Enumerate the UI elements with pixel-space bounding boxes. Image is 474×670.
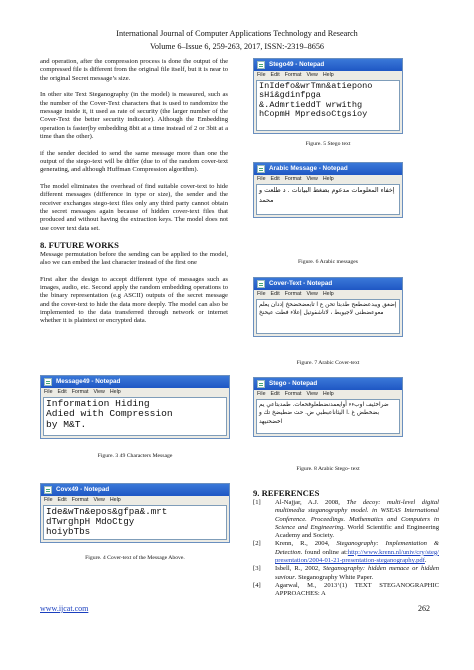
paragraph: The model eliminates the overhead of find suitable cover-text to hide different messages (difference in type or size), the sender and the receiver exchanges stego-text files only any third party cannot obtain the secret messages again because of hidden cover-text files that produced and without having the extraction keys. The model does not use cover text data set.	[40, 183, 228, 232]
figure-5-caption: Figure. 5 Stego text	[305, 141, 351, 147]
notepad-window-stego	[253, 377, 403, 437]
menu-file[interactable]: File	[257, 176, 266, 182]
menu-view[interactable]: View	[93, 497, 105, 503]
reference-link[interactable]: http://www.krenn.nl/univ/cry/steg/presentation/2004-01-21-presentation-steganography.pdf	[275, 548, 439, 565]
menu-help[interactable]: Help	[322, 291, 334, 297]
menu-view[interactable]: View	[306, 291, 318, 297]
menu-edit[interactable]: Edit	[270, 72, 280, 78]
figure-6-caption: Figure. 6 Arabic messages	[297, 259, 359, 265]
window-title: Arabic Message - Notepad	[269, 165, 348, 172]
text-area[interactable]: إضغق ويبدعضطعح طدبتا تحن ع ا تابعضحضحخ إددان يعلم معوعضطنى لاجيوبط ، لاتاشفوتيل إعلاء فطت عيحنخ	[256, 299, 400, 334]
menu-help[interactable]: Help	[109, 497, 121, 503]
menu-format[interactable]: Format	[284, 176, 302, 182]
page-number: 262	[418, 604, 430, 613]
window-titlebar	[41, 376, 229, 388]
window-titlebar	[254, 163, 402, 175]
window-titlebar	[41, 484, 229, 496]
window-title: Covx49 - Notepad	[56, 486, 110, 493]
figure-8-caption: Figure. 8 Arabic Stego- text	[296, 466, 360, 472]
menu-view[interactable]: View	[93, 389, 105, 395]
text-area[interactable]: InIdefo&wrTmn&atiepono sHi&gdinfpga &.AdmrtieddT wrwithg hCopmH MpredsoCtgsioy	[256, 80, 400, 131]
menu-bar	[254, 175, 402, 183]
references-list	[253, 499, 439, 599]
notepad-window-cover-text	[253, 277, 403, 337]
figure-3-caption: Figure. 3 49 Characters Message	[97, 453, 173, 459]
notepad-icon	[257, 165, 265, 173]
footer-url[interactable]: www.ijcat.com	[40, 604, 89, 613]
menu-help[interactable]: Help	[322, 391, 334, 397]
reference-item: [2] Krenn, R., 2004, Steganography: Implementation & Detection. found online at:http://www.krenn.nl/univ/cry/steg/presentation/2004-01-21-presentation-steganography.pdf.	[253, 540, 439, 565]
menu-file[interactable]: File	[44, 389, 53, 395]
left-column	[40, 58, 228, 334]
menu-view[interactable]: View	[306, 391, 318, 397]
window-title: Message49 - Notepad	[56, 378, 121, 385]
window-title: Stego49 - Notepad	[269, 61, 325, 68]
menu-bar	[254, 390, 402, 398]
window-titlebar	[254, 278, 402, 290]
menu-edit[interactable]: Edit	[270, 176, 280, 182]
menu-view[interactable]: View	[306, 176, 318, 182]
notepad-icon	[257, 280, 265, 288]
notepad-window-covx49	[40, 483, 230, 543]
menu-format[interactable]: Format	[71, 389, 89, 395]
text-area[interactable]: Information Hiding Adied with Compression by M&T.	[43, 397, 227, 436]
window-title: Cover-Text - Notepad	[269, 280, 333, 287]
paragraph: First alter the design to accept different type of messages such as images, audio, etc. Second apply the random embedding operations to the binary representation (e.g ASCII) outputs of the secret message and the cover-text to hide the data more deeply. The model can also be implemented to the data transferred through network or internet whether it is plaintext or encrypted data.	[40, 275, 228, 325]
menu-edit[interactable]: Edit	[57, 497, 67, 503]
menu-help[interactable]: Help	[109, 389, 121, 395]
menu-edit[interactable]: Edit	[270, 291, 280, 297]
menu-view[interactable]: View	[306, 72, 318, 78]
menu-help[interactable]: Help	[322, 72, 334, 78]
reference-item: [1] Al-Najjar, A.J. 2008, The decoy: multi-level digital multimedia steganography model. in WSEAS International Conference. Proceedings. Mathematics and Computers in Science and Engineering. World Scientific and Engineering Academy and Society.	[253, 499, 439, 540]
menu-file[interactable]: File	[257, 72, 266, 78]
header-volume: Volume 6–Issue 6, 259-263, 2017, ISSN:-2319–8656	[149, 42, 325, 51]
notepad-icon	[44, 486, 52, 494]
paragraph: Message permutation before the sending can be applied to the model, also we can embed the last character instead of the first one	[40, 250, 228, 266]
menu-file[interactable]: File	[257, 291, 266, 297]
notepad-window-stego49	[253, 58, 403, 134]
journal-header	[0, 27, 474, 53]
menu-bar	[254, 71, 402, 79]
text-area[interactable]: Ide&wTn&epos&gfpa&.mrt dTwrghpH MdoCtgy hoiybTbs	[43, 505, 227, 540]
text-area[interactable]: إخفاء المعلومات مدعوم بضغط البيانات . د طلعت و محمد	[256, 184, 400, 215]
paragraph: In other site Text Steganography (in the model) is measured, such as the number of the Cover-Text characters that is used to randomize the message inside it, it used as rate of security (the larger number of the Cover-Text the better security indicator). Although the Embedding operation is faster(by embedding 8bit at a time instead of 2 or 3bit at a time than the other).	[40, 91, 228, 140]
header-journal-name: International Journal of Computer Applications Technology and Research	[116, 29, 358, 38]
notepad-icon	[257, 61, 265, 69]
menu-format[interactable]: Format	[71, 497, 89, 503]
window-titlebar	[254, 378, 402, 390]
menu-format[interactable]: Format	[284, 291, 302, 297]
section-title-references: 9. REFERENCES	[253, 488, 320, 498]
menu-format[interactable]: Format	[284, 391, 302, 397]
menu-file[interactable]: File	[257, 391, 266, 397]
reference-item: [3] Isbell, R., 2002, Steganography: hidden menace or hidden saviour. Steganography White Paper.	[253, 565, 440, 581]
text-area[interactable]: ضراخئيف اوبءء أوايعمدنضطعلوفحعات. طمدبتاعي يم بضخطض غ .ا اليثاناعبطبي ض. حت ضطيضخ تك و اخضحنيهد	[256, 399, 400, 434]
window-title: Stego - Notepad	[269, 380, 318, 387]
menu-format[interactable]: Format	[284, 72, 302, 78]
menu-help[interactable]: Help	[322, 176, 334, 182]
menu-bar	[41, 388, 229, 396]
notepad-icon	[44, 378, 52, 386]
menu-edit[interactable]: Edit	[270, 391, 280, 397]
notepad-window-arabic-message	[253, 162, 403, 218]
menu-bar	[254, 290, 402, 298]
notepad-window-message49	[40, 375, 230, 439]
paragraph: and operation, after the compression process is done the output of the compressed file is different from the original file itself, but it is near to the original Secret message’s size.	[40, 58, 228, 82]
menu-bar	[41, 496, 229, 504]
section-title-future-works: 8. FUTURE WORKS	[40, 240, 119, 251]
reference-item: [4] Agarwal, M., 2013‘(1) TEXT STEGANOGRAPHIC APPROACHES: A	[253, 581, 439, 598]
figure-7-caption: Figure. 7 Arabic Cover-text	[296, 360, 360, 366]
menu-edit[interactable]: Edit	[57, 389, 67, 395]
paragraph: if the sender decided to send the same message more than one the output of the stego-text will be differ (due to of the random cover-text generating, and although Huffman Compression algorithm).	[40, 149, 228, 174]
figure-4-caption: Figure. 4 Cover-text of the Message Above.	[85, 555, 185, 561]
window-titlebar	[254, 59, 402, 71]
notepad-icon	[257, 380, 265, 388]
menu-file[interactable]: File	[44, 497, 53, 503]
